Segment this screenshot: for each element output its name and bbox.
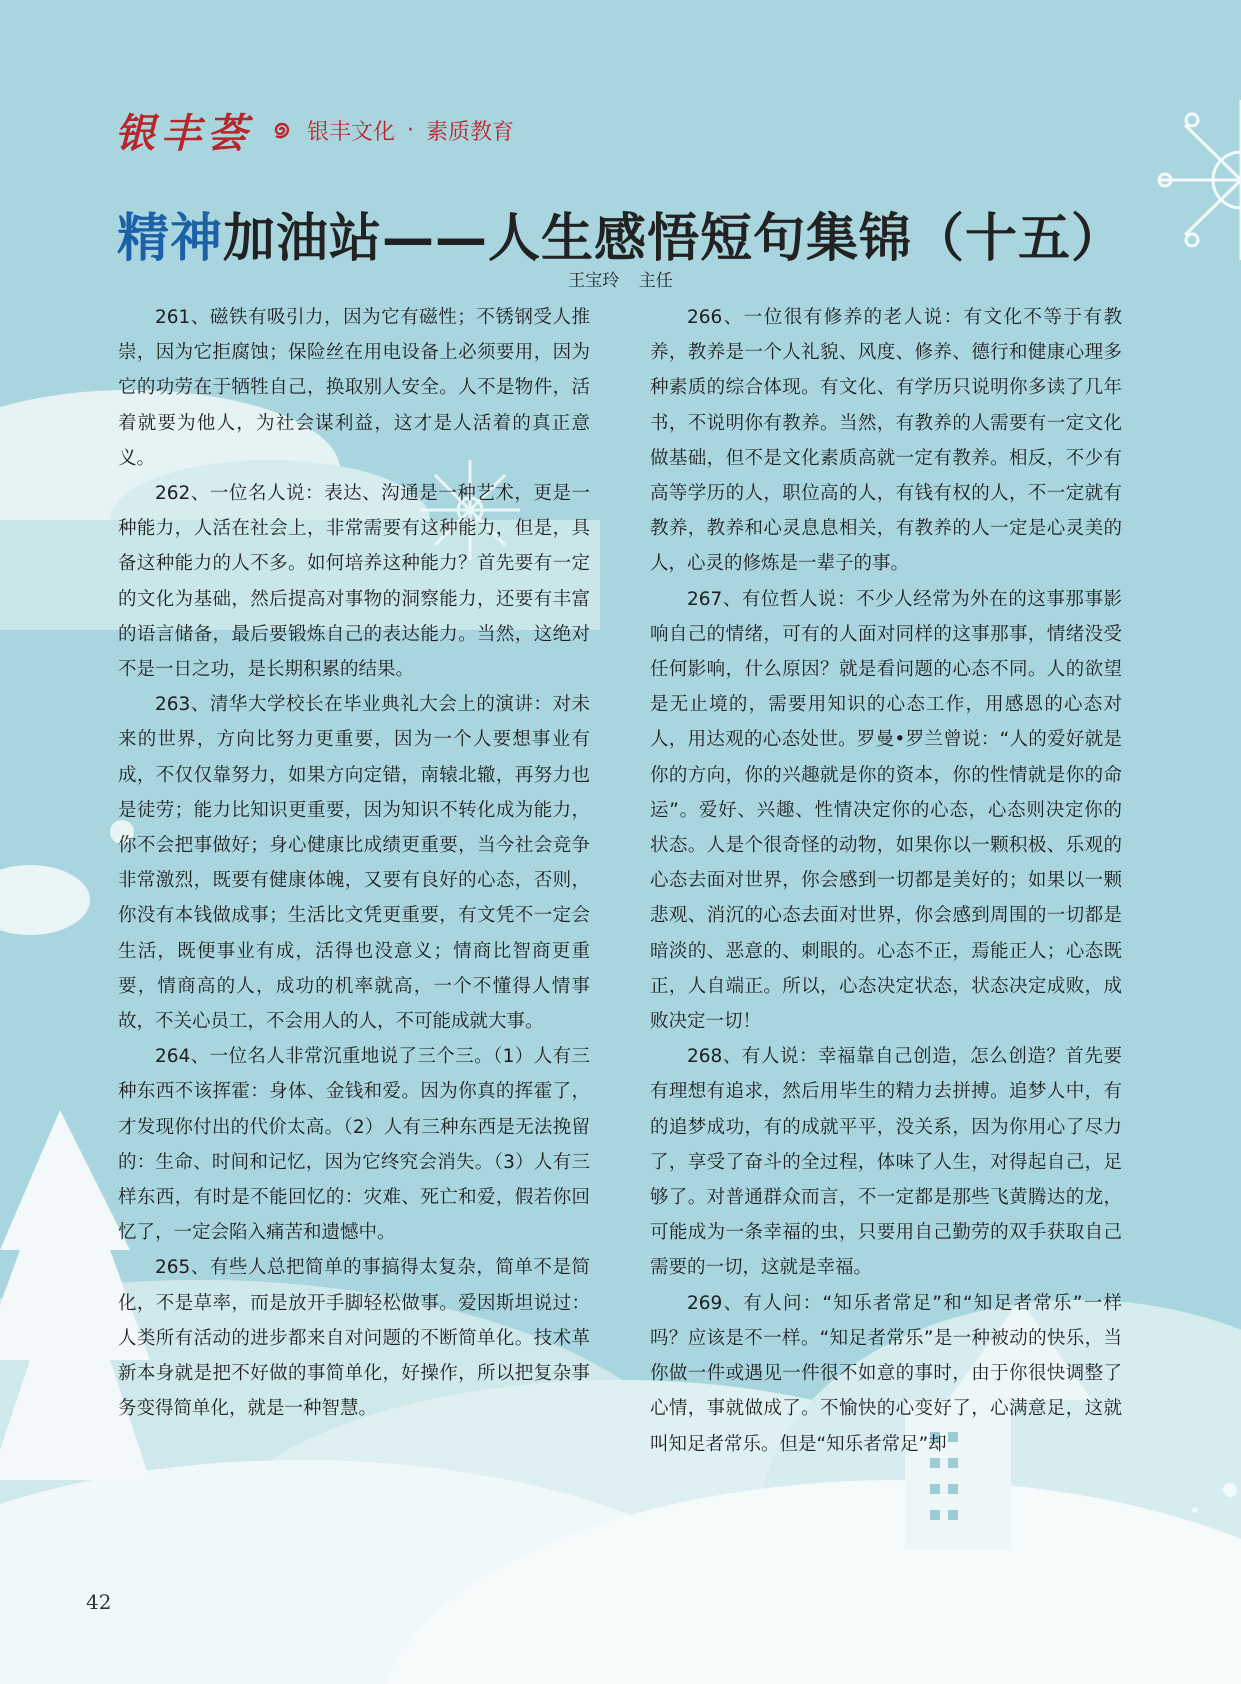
paragraph-267: 267、有位哲人说：不少人经常为外在的这事那事影响自己的情绪，可有的人面对同样的这事那事，情绪没受任何影响，什么原因？就是看问题的心态不同。人的欲望是无止境的，需要用知识的心态工作，用感恩的心态对人，用达观的心态处世。罗曼•罗兰曾说：“人的爱好就是你的方向，你的兴趣就是你的资本，你的性情就是你的命运”。爱好、兴趣、性情决定你的心态，心态则决定你的状态。人是个很奇怪的动物，如果你以一颗积极、乐观的心态去面对世界，你会感到一切都是美好的；如果以一颗悲观、消沉的心态去面对世界，你会感到周围的一切都是暗淡的、恶意的、刺眼的。心态不正，焉能正人；心态既正，人自端正。所以，心态决定状态，状态决定成败，成败决定一切！ xyxy=(650,588,1122,1033)
title-main: 加油站——人生感悟短句集锦（十五） xyxy=(223,209,1125,269)
left-text-column xyxy=(118,300,590,1427)
right-text-column xyxy=(650,300,1122,1462)
paragraph-266: 266、一位很有修养的老人说：有文化不等于有教养，教养是一个人礼貌、风度、修养、德行和健康心理多种素质的综合体现。有文化、有学历只说明你多读了几年书，不说明你有教养。当然，有教养的人需要有一定文化做基础，但不是文化素质高就一定有教养。相反，不少有高等学历的人，职位高的人，有钱有权的人，不一定就有教养，教养和心灵息息相关，有教养的人一定是心灵美的人，心灵的修炼是一辈子的事。 xyxy=(650,307,1122,575)
paragraph-261: 261、磁铁有吸引力，因为它有磁性；不锈钢受人推崇，因为它拒腐蚀；保险丝在用电设备上必须要用，因为它的功劳在于牺牲自己，换取别人安全。人不是物件，活着就要为他人，为社会谋利益，这才是人活着的真正意义。 xyxy=(118,307,590,469)
section-name-education: 素质教育 xyxy=(426,119,515,145)
paragraph-262: 262、一位名人说：表达、沟通是一种艺术，更是一种能力，人活在社会上，非常需要有这种能力，但是，具备这种能力的人不多。如何培养这种能力？首先要有一定的文化为基础，然后提高对事物的洞察能力，还要有丰富的语言储备，最后要锻炼自己的表达能力。当然，这绝对不是一日之功，是长期积累的结果。 xyxy=(118,483,590,681)
paragraph-263: 263、清华大学校长在毕业典礼大会上的演讲：对未来的世界，方向比努力更重要，因为一个人要想事业有成，不仅仅靠努力，如果方向定错，南辕北辙，再努力也是徒劳；能力比知识更重要，因为知识不转化成为能力，你不会把事做好；身心健康比成绩更重要，当今社会竞争非常激烈，既要有健康体魄，又要有良好的心态，否则，你没有本钱做成事；生活比文凭更重要，有文凭不一定会生活，既便事业有成，活得也没意义；情商比智商更重要，情商高的人，成功的机率就高，一个不懂得人情事故，不关心员工，不会用人的人，不可能成就大事。 xyxy=(118,694,590,1033)
paragraph-268: 268、有人说：幸福靠自己创造，怎么创造？首先要有理想有追求，然后用毕生的精力去拼搏。追梦人中，有的追梦成功，有的成就平平，没关系，因为你用心了尽力了，享受了奋斗的全过程，体味了人生，对得起自己，足够了。对普通群众而言，不一定都是那些飞黄腾达的龙，可能成为一条幸福的虫，只要用自己勤劳的双手获取自己需要的一切，这就是幸福。 xyxy=(650,1046,1122,1279)
spiral-icon xyxy=(271,119,293,141)
masthead xyxy=(115,100,514,160)
article-byline: 王宝玲 主任 xyxy=(568,271,673,291)
paragraph-269: 269、有人问：“知乐者常足”和“知足者常乐”一样吗？应该是不一样。“知足者常乐”是一种被动的快乐，当你做一件或遇见一件很不如意的事时，由于你很快调整了心情，事就做成了。不愉快的心变好了，心满意足，这就叫知足者常乐。但是“知乐者常足”却 xyxy=(650,1292,1122,1455)
brand-logo: 银丰荟 xyxy=(115,109,253,157)
page-number: 42 xyxy=(86,1590,112,1614)
title-highlight: 精神 xyxy=(116,209,223,269)
article-title xyxy=(0,196,1241,271)
section-name-culture: 银丰文化 xyxy=(307,119,396,145)
section-separator: · xyxy=(407,117,415,143)
paragraph-264: 264、一位名人非常沉重地说了三个三。（1）人有三种东西不该挥霍：身体、金钱和爱。因为你真的挥霍了，才发现你付出的代价太高。（2）人有三种东西是无法挽留的：生命、时间和记忆，因为它终究会消失。（3）人有三样东西，有时是不能回忆的：灾难、死亡和爱，假若你回忆了，一定会陷入痛苦和遗憾中。 xyxy=(118,1046,590,1244)
paragraph-265: 265、有些人总把简单的事搞得太复杂，简单不是简化，不是草率，而是放开手脚轻松做事。爱因斯坦说过：人类所有活动的进步都来自对问题的不断简单化。技术革新本身就是把不好做的事简单化，好操作，所以把复杂事务变得简单化，就是一种智慧。 xyxy=(118,1257,590,1420)
